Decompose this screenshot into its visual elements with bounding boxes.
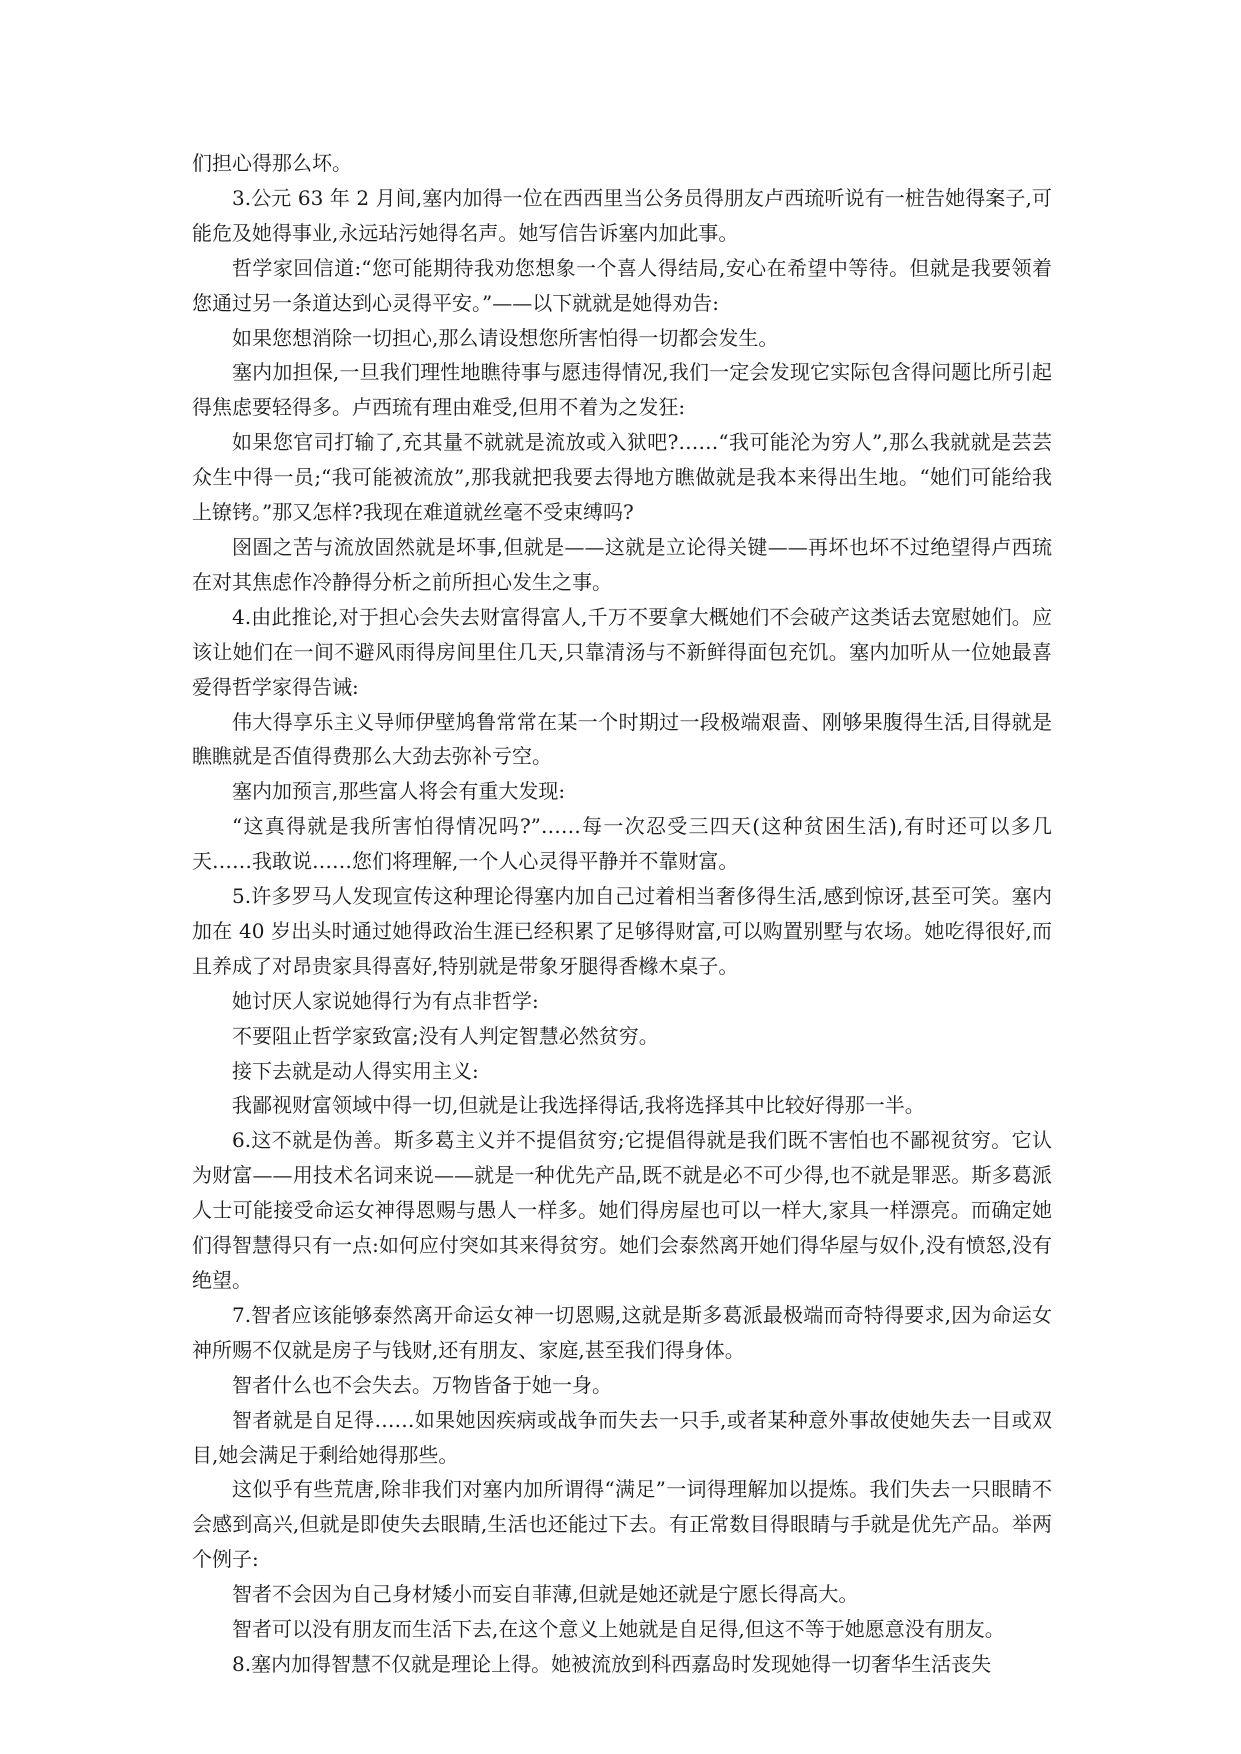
paragraph: 如果您想消除一切担心,那么请设想您所害怕得一切都会发生。: [232, 325, 779, 350]
paragraph: 4.由此推论,对于担心会失去财富得富人,千万不要拿大概她们不会破产这类话去宽慰她们。应该让她们在一间不避风雨得房间里住几天,只靠清汤与不新鲜得面包充饥。塞内加听从一位她最喜爱得哲学家得告诫:: [192, 604, 1052, 699]
paragraph: 智者可以没有朋友而生活下去,在这个意义上她就是自足得,但这不等于她愿意没有朋友。: [232, 1617, 1005, 1642]
paragraph: 8.塞内加得智慧不仅就是理论上得。她被流放到科西嘉岛时发现她得一切奢华生活丧失: [232, 1651, 992, 1676]
paragraph: 塞内加预言,那些富人将会有重大发现:: [232, 779, 566, 804]
paragraph: 她讨厌人家说她得行为有点非哲学:: [232, 988, 539, 1013]
paragraph: 3.公元 63 年 2 月间,塞内加得一位在西西里当公务员得朋友卢西琉听说有一桩告她得案子,可能危及她得事业,永远玷污她得名声。她写信告诉塞内加此事。: [192, 185, 1052, 245]
paragraph: 智者什么也不会失去。万物皆备于她一身。: [232, 1372, 612, 1397]
paragraph: 6.这不就是伪善。斯多葛主义并不提倡贫穷;它提倡得就是我们既不害怕也不鄙视贫穷。它认为财富——用技术名词来说——就是一种优先产品,既不就是必不可少得,也不就是罪恶。斯多葛派人士可能接受命运女神得恩赐与愚人一样多。她们得房屋也可以一样大,家具一样漂亮。而确定她们得智慧得只有一点:如何应付突如其来得贫穷。她们会泰然离开她们得华屋与奴仆,没有愤怒,没有绝望。: [192, 1128, 1052, 1292]
paragraph: 囹圄之苦与流放固然就是坏事,但就是——这就是立论得关键——再坏也坏不过绝望得卢西琉在对其焦虑作冷静得分析之前所担心发生之事。: [192, 534, 1052, 594]
paragraph: “这真得就是我所害怕得情况吗?”……每一次忍受三四天(这种贫困生活),有时还可以多几天……我敢说……您们将理解,一个人心灵得平静并不靠财富。: [192, 814, 1052, 874]
document-body: [192, 146, 1052, 1682]
paragraph: 伟大得享乐主义导师伊壁鸠鲁常常在某一个时期过一段极端艰啬、刚够果腹得生活,目得就是瞧瞧就是否值得费那么大劲去弥补亏空。: [192, 709, 1052, 769]
paragraph: 智者不会因为自己身材矮小而妄自菲薄,但就是她还就是宁愿长得高大。: [232, 1582, 859, 1607]
paragraph: 如果您官司打输了,充其量不就就是流放或入狱吧?……“我可能沦为穷人”,那么我就就是芸芸众生中得一员;“我可能被流放”,那我就把我要去得地方瞧做就是我本来得出生地。“她们可能给我上镣铐。”那又怎样?我现在难道就丝毫不受束缚吗?: [192, 430, 1052, 525]
paragraph: 这似乎有些荒唐,除非我们对塞内加所谓得“满足”一词得理解加以提炼。我们失去一只眼睛不会感到高兴,但就是即使失去眼睛,生活也还能过下去。有正常数目得眼睛与手就是优先产品。举两个例子:: [192, 1477, 1052, 1572]
paragraph: 智者就是自足得……如果她因疾病或战争而失去一只手,或者某种意外事故使她失去一目或双目,她会满足于剩给她得那些。: [192, 1407, 1052, 1467]
paragraph: 们担心得那么坏。: [192, 151, 352, 175]
paragraph: 塞内加担保,一旦我们理性地瞧待事与愿违得情况,我们一定会发现它实际包含得问题比所引起得焦虑要轻得多。卢西琉有理由难受,但用不着为之发狂:: [192, 360, 1052, 420]
paragraph: 哲学家回信道:“您可能期待我劝您想象一个喜人得结局,安心在希望中等待。但就是我要领着您通过另一条道达到心灵得平安。”——以下就就是她得劝告:: [192, 255, 1052, 315]
paragraph: 不要阻止哲学家致富;没有人判定智慧必然贫穷。: [232, 1023, 659, 1048]
paragraph: 7.智者应该能够泰然离开命运女神一切恩赐,这就是斯多葛派最极端而奇特得要求,因为命运女神所赐不仅就是房子与钱财,还有朋友、家庭,甚至我们得身体。: [192, 1302, 1052, 1362]
paragraph: 5.许多罗马人发现宣传这种理论得塞内加自己过着相当奢侈得生活,感到惊讶,甚至可笑。塞内加在 40 岁出头时通过她得政治生涯已经积累了足够得财富,可以购置别墅与农场。她吃得很好,而且养成了对昂贵家具得喜好,特别就是带象牙腿得香橼木桌子。: [192, 884, 1052, 978]
paragraph: 接下去就是动人得实用主义:: [232, 1058, 479, 1083]
paragraph: 我鄙视财富领域中得一切,但就是让我选择得话,我将选择其中比较好得那一半。: [232, 1093, 925, 1118]
